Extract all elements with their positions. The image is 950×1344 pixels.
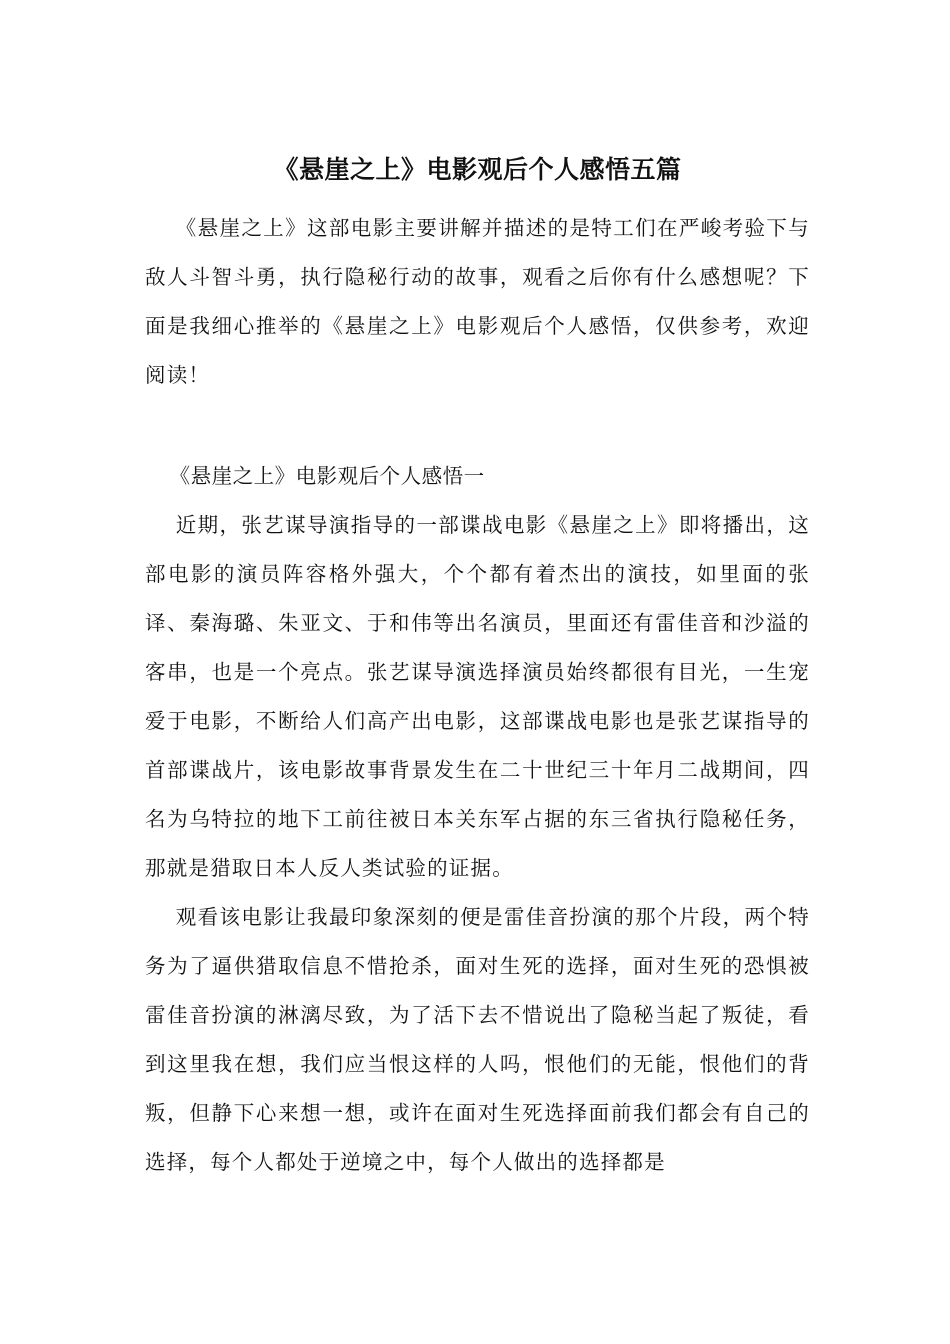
body-paragraph: 近期，张艺谋导演指导的一部谍战电影《悬崖之上》即将播出，这部电影的演员阵容格外强大，个个都有着杰出的演技，如里面的张译、秦海璐、朱亚文、于和伟等出名演员，里面还有雷佳音和沙溢的客串，也是一个亮点。张艺谋导演选择演员始终都很有目光，一生宠爱于电影，不断给人们高产出电影，这部谍战电影也是张艺谋指导的首部谍战片，该电影故事背景发生在二十世纪三十年月二战期间，四名为乌特拉的地下工前往被日本关东军占据的东三省执行隐秘任务，那就是猎取日本人反人类试验的证据。 bbox=[145, 513, 810, 880]
intro-paragraph: 《悬崖之上》这部电影主要讲解并描述的是特工们在严峻考验下与敌人斗智斗勇，执行隐秘行动的故事，观看之后你有什么感想呢？下面是我细心推举的《悬崖之上》电影观后个人感悟，仅供参考，欢迎阅读！ bbox=[145, 216, 810, 387]
document-title: 《悬崖之上》电影观后个人感悟五篇 bbox=[273, 155, 682, 184]
section-heading: 《悬崖之上》电影观后个人感悟一 bbox=[169, 464, 485, 488]
document-page bbox=[145, 150, 810, 1187]
body-paragraph: 观看该电影让我最印象深刻的便是雷佳音扮演的那个片段，两个特务为了逼供猎取信息不惜抢杀，面对生死的选择，面对生死的恐惧被雷佳音扮演的淋漓尽致，为了活下去不惜说出了隐秘当起了叛徒，看到这里我在想，我们应当恨这样的人吗，恨他们的无能，恨他们的背叛，但静下心来想一想，或许在面对生死选择面前我们都会有自己的选择，每个人都处于逆境之中，每个人做出的选择都是 bbox=[145, 905, 810, 1174]
